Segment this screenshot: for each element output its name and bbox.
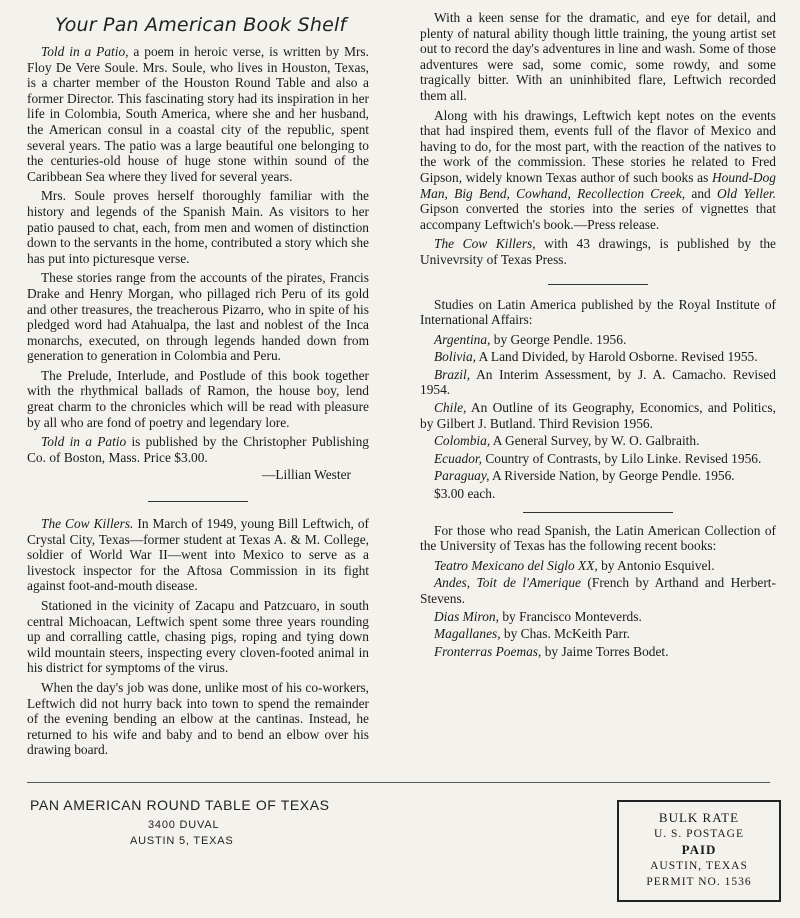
book-title: Told in a Patio — [41, 434, 127, 450]
cow-paragraph-2: Stationed in the vicinity of Zacapu and Patzcuaro, in south central Michoacan, Leftwich spent some three years rounding up and corralling cattle, chasing pigs, roping and tying down wild mountain steers, inspecting every cloven-footed animal in his district for symptoms of the virus. — [27, 598, 369, 676]
patio-paragraph-5 — [27, 434, 369, 465]
patio-paragraph-2: Mrs. Soule proves herself thoroughly familiar with the history and legends of the Spanish Main. As visitors to her patio paused to chat, each, from men and women of distinction down to the servants in the home, contributed a story which she has put into picturesque verse. — [27, 188, 369, 266]
org-name: PAN AMERICAN ROUND TABLE OF TEXAS — [30, 797, 330, 813]
book-title: Old Yeller. — [717, 185, 776, 201]
list-item — [420, 609, 776, 625]
indicia-permit: PERMIT NO. 1536 — [646, 876, 752, 888]
patio-paragraph-4: The Prelude, Interlude, and Postlude of this book together with the rhythmical ballads of Ramon, the house boy, lend great charm to the chronicles which will be read with pleasure by all who are fond of poetry and legendary lore. — [27, 367, 369, 430]
studies-price: $3.00 each. — [434, 486, 496, 502]
indicia-line: BULK RATE — [658, 810, 740, 825]
studies-intro: Studies on Latin America published by the Royal Institute of International Affairs: — [420, 296, 776, 328]
indicia-line: AUSTIN, TEXAS — [650, 860, 748, 872]
book-title: Dias Miron, — [434, 608, 499, 624]
list-item — [420, 332, 776, 348]
cow-paragraph-4: With a keen sense for the dramatic, and eye for detail, and plenty of natural ability though little training, the young artist set out to record the day's adventures in line and wash. Some of those adventures were sad, some comic, some rowdy, and some tragically bitter. With an uninhibited flare, Leftwich recorded them all. — [420, 10, 776, 103]
book-details: by Chas. McKeith Parr. — [500, 626, 631, 642]
book-details: An Outline of its Geography, Economics, and Politics, by Gilbert J. Butland. Third Revision 1956. — [420, 400, 776, 431]
book-details: A General Survey, by W. O. Galbraith. — [490, 433, 700, 449]
book-title: Andes, Toit de l'Amerique — [434, 575, 581, 591]
cow-paragraph-1 — [27, 516, 369, 594]
spanish-list — [420, 558, 776, 660]
section-divider — [548, 284, 648, 285]
list-item — [420, 400, 776, 431]
city-address: AUSTIN 5, TEXAS — [130, 835, 234, 847]
book-title: Bolivia, — [434, 349, 477, 365]
list-item — [420, 468, 776, 484]
footer-rule — [27, 782, 770, 783]
book-title: Fronterras Poemas, — [434, 643, 542, 659]
book-details: by George Pendle. 1956. — [490, 331, 627, 347]
spanish-intro: For those who read Spanish, the Latin American Collection of the University of Texas has the following recent books: — [420, 522, 776, 554]
book-details: A Land Divided, by Harold Osborne. Revised 1955. — [476, 349, 758, 365]
book-title: Brazil, — [434, 366, 471, 382]
book-details: by Francisco Monteverds. — [498, 608, 642, 624]
page-heading: Your Pan American Book Shelf — [55, 14, 347, 36]
paragraph-text: Gipson converted the stories into the series of vignettes that accompany Leftwich's book.—Press release. — [420, 201, 776, 232]
paragraph-text: Along with his drawings, Leftwich kept notes on the events that had inspired them, events full of the flavor of Mexico and having to do, for the most part, with the reaction of the natives to the work of the commission. These stories he related to Fred Gipson, widely known Texas author of such books as — [420, 107, 776, 185]
book-titles: Hound-Dog Man, Big Bend, Cowhand, Recollection Creek, — [420, 169, 776, 201]
book-title: Magallanes, — [434, 626, 501, 642]
patio-paragraph-3: These stories range from the accounts of the pirates, Francis Drake and Henry Morgan, who pillaged rich Peru of its gold and other treasures, the treacherous Pizarro, who in spite of his pledged word had Atahualpa, the last and noblest of the Inca monarchs, executed, on through legends handed down from generation to generation in Colombia and Peru. — [27, 270, 369, 364]
street-address: 3400 DUVAL — [148, 819, 220, 831]
list-item — [420, 626, 776, 642]
book-title: Paraguay, — [434, 468, 490, 484]
book-details: Country of Contrasts, by Lilo Linke. Revised 1956. — [481, 450, 762, 466]
list-item — [420, 451, 776, 467]
book-details: (French by Arthand and Herbert-Stevens. — [420, 575, 776, 606]
postage-indicia — [617, 800, 781, 902]
paragraph-text: is published by the Christopher Publishing Co. of Boston, Mass. Price $3.00. — [27, 434, 369, 465]
list-item — [420, 367, 776, 398]
right-column — [420, 10, 776, 661]
left-column — [27, 10, 369, 762]
patio-paragraph-1 — [27, 44, 369, 184]
list-item — [420, 644, 776, 660]
book-title: Argentina, — [434, 331, 491, 347]
cow-paragraph-3: When the day's job was done, unlike most of his co-workers, Leftwich did not hurry back into town to spend the remainder of the evening bending an elbow at the cantinas. Instead, he returned to his wife and baby and to bend an elbow over his drawing board. — [27, 679, 369, 758]
paragraph-text: In March of 1949, young Bill Leftwich, of Crystal City, Texas—former student at Texas A. & M. College, soldier of World War II—went into Mexico to serve as a livestock inspector for the Aftosa Commission in its fight against foot-and-mouth disease. — [27, 516, 369, 594]
indicia-paid: PAID — [681, 842, 717, 857]
book-title: The Cow Killers, — [434, 236, 536, 252]
mailing-address — [30, 797, 330, 847]
paragraph-text: with 43 drawings, is published by the Univevrsity of Texas Press. — [420, 236, 776, 267]
book-details: by Antonio Esquivel. — [597, 557, 715, 573]
book-title: Told in a Patio, — [41, 44, 129, 59]
book-title: The Cow Killers. — [41, 516, 134, 532]
review-signature: —Lillian Wester — [261, 467, 351, 483]
list-item — [420, 558, 776, 574]
book-title: Chile, — [434, 400, 467, 416]
book-details: by Jaime Torres Bodet. — [541, 643, 669, 659]
book-title: Colombia, — [434, 433, 491, 449]
book-title: Ecuador, — [434, 450, 482, 466]
indicia-line: U. S. POSTAGE — [653, 828, 745, 840]
section-divider — [523, 512, 673, 513]
book-title: Teatro Mexicano del Siglo XX, — [434, 557, 598, 573]
list-item — [420, 433, 776, 449]
list-item — [420, 349, 776, 365]
studies-list — [420, 332, 776, 484]
cow-paragraph-5 — [420, 108, 776, 233]
book-details: A Riverside Nation, by George Pendle. 1956. — [489, 468, 735, 484]
list-item — [420, 575, 776, 606]
paragraph-text: a poem in heroic verse, is written by Mrs. Floy De Vere Soule. Mrs. Soule, who lives in Houston, Texas, is a charter member of the Houston Round Table and also a former Director. This fascinating story had its inspiration in her life in Colombia, South America, where she and her husband, the American consul in a coastal city of the republic, spent several years. The patio was a large beautiful one belonging to the centuries-old house of huge stone within sound of the Caribbean Sea where they lived for several years. — [27, 44, 369, 184]
cow-paragraph-6 — [420, 236, 776, 267]
paragraph-text: and — [685, 185, 718, 201]
section-divider — [148, 501, 248, 502]
book-details: An Interim Assessment, by J. A. Camacho. Revised 1954. — [420, 366, 776, 398]
